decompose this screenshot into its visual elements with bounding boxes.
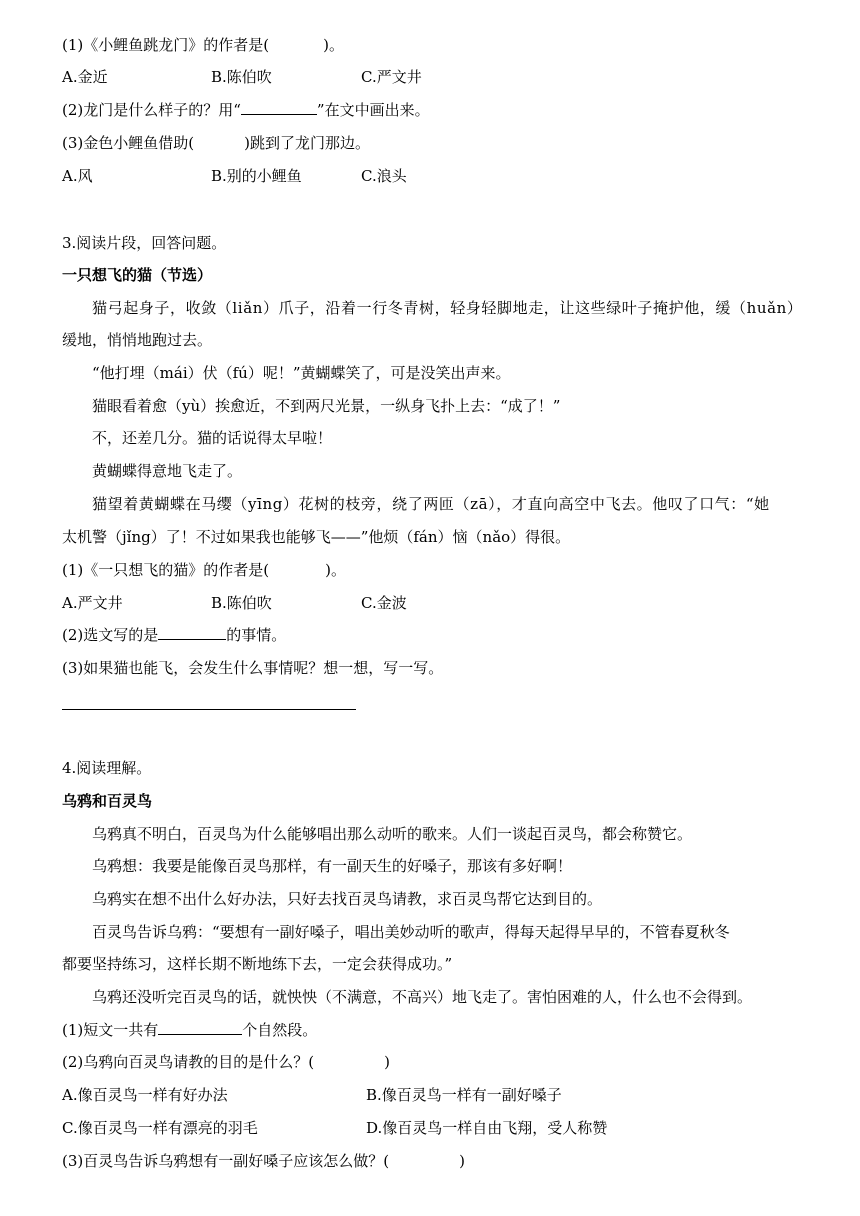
q3-passage-line: 猫眼看着愈（yù）挨愈近，不到两尺光景，一纵身飞扑上去：“成了！”: [92, 397, 561, 415]
q2-sub3: [62, 133, 370, 153]
q3-sub1: [62, 560, 346, 580]
q2-sub1-option-a: A.金近: [62, 68, 108, 86]
q2-sub3-option-a: A.风: [62, 167, 93, 185]
q3-sub1-option-c: C.金波: [361, 594, 407, 612]
q3-sub1-option-b: B.陈伯吹: [211, 594, 272, 612]
q4-sub2-tail: ): [384, 1053, 390, 1071]
q4-sub3: [62, 1151, 465, 1171]
q3-sub2-answer-blank[interactable]: [158, 625, 226, 640]
q4-sub1-tail: 个自然段。: [242, 1021, 318, 1039]
q4-passage-line: 都要坚持练习，这样长期不断地练下去，一定会获得成功。”: [62, 955, 453, 973]
q3-sub2-text: (2)选文写的是: [62, 626, 159, 644]
q3-passage-line: 猫望着黄蝴蝶在马缨（yīng）花树的枝旁，绕了两匝（zā），才直向高空中飞去。他叹了口气：“她: [92, 495, 770, 513]
q4-sub2-option-a: A.像百灵鸟一样有好办法: [62, 1086, 228, 1104]
q4-sub1-text: (1)短文一共有: [62, 1021, 159, 1039]
q3-passage-title: 一只想飞的猫（节选）: [62, 266, 213, 284]
q2-sub1-option-c: C.严文井: [361, 68, 422, 86]
q4-heading: 4.阅读理解。: [62, 759, 152, 777]
q3-sub2: [62, 625, 286, 645]
q4-passage-line: 百灵鸟告诉乌鸦：“要想有一副好嗓子，唱出美妙动听的歌声，得每天起得早早的，不管春夏秋冬: [92, 923, 730, 941]
q2-sub2: [62, 100, 430, 120]
q2-sub2-underline-mark: [241, 100, 317, 115]
q3-passage-line: 缓地，悄悄地跑过去。: [62, 331, 213, 349]
q4-sub2: [62, 1052, 390, 1072]
q2-sub2-text: (2)龙门是什么样子的？用“: [62, 101, 241, 119]
q2-sub3-text: (3)金色小鲤鱼借助(: [62, 134, 195, 152]
q4-passage-line: 乌鸦还没听完百灵鸟的话，就怏怏（不满意，不高兴）地飞走了。害怕困难的人，什么也不会得到。: [92, 988, 753, 1006]
q2-sub2-tail: ”在文中画出来。: [316, 101, 430, 119]
q4-sub3-text: (3)百灵鸟告诉乌鸦想有一副好嗓子应该怎么做？(: [62, 1152, 390, 1170]
q2-sub3-option-b: B.别的小鲤鱼: [211, 167, 302, 185]
q2-sub1-close: )。: [323, 36, 344, 54]
q2-sub1-option-b: B.陈伯吹: [211, 68, 272, 86]
q3-heading: 3.阅读片段，回答问题。: [62, 234, 227, 252]
q4-passage-line: 乌鸦真不明白，百灵鸟为什么能够唱出那么动听的歌来。人们一谈起百灵鸟，都会称赞它。: [92, 825, 693, 843]
q2-sub1: [62, 35, 344, 55]
q3-passage-line: 黄蝴蝶得意地飞走了。: [92, 462, 243, 480]
q2-sub3-tail: )跳到了龙门那边。: [244, 134, 370, 152]
q3-sub1-option-a: A.严文井: [62, 594, 123, 612]
q4-sub2-option-c: C.像百灵鸟一样有漂亮的羽毛: [62, 1119, 258, 1137]
q2-sub3-option-c: C.浪头: [361, 167, 407, 185]
q3-sub1-text: (1)《一只想飞的猫》的作者是(: [62, 561, 270, 579]
q3-sub3: (3)如果猫也能飞，会发生什么事情呢？想一想，写一写。: [62, 659, 444, 677]
q3-passage-line: “他打埋（mái）伏（fú）呢！”黄蝴蝶笑了，可是没笑出声来。: [92, 364, 511, 382]
q2-sub1-text: (1)《小鲤鱼跳龙门》的作者是(: [62, 36, 270, 54]
q4-passage-line: 乌鸦实在想不出什么好办法，只好去找百灵鸟请教，求百灵鸟帮它达到目的。: [92, 890, 603, 908]
q3-passage-line: 猫弓起身子，收敛（liǎn）爪子，沿着一行冬青树，轻身轻脚地走，让这些绿叶子掩护他，缓（huǎn）: [92, 299, 803, 317]
q4-sub2-option-b: B.像百灵鸟一样有一副好嗓子: [366, 1086, 562, 1104]
q3-sub1-tail: )。: [325, 561, 346, 579]
q4-sub3-tail: ): [459, 1152, 465, 1170]
q3-sub3-answer-line[interactable]: [62, 709, 356, 710]
q4-sub1-answer-blank[interactable]: [158, 1020, 242, 1035]
q4-sub2-option-d: D.像百灵鸟一样自由飞翔，受人称赞: [366, 1119, 608, 1137]
q4-sub1: [62, 1020, 317, 1040]
q3-passage-line: 不，还差几分。猫的话说得太早啦！: [92, 429, 333, 447]
q3-passage-line: 太机警（jǐng）了！不过如果我也能够飞——”他烦（fán）恼（nǎo）得很。: [62, 528, 571, 546]
q3-sub2-tail: 的事情。: [226, 626, 287, 644]
q4-sub2-text: (2)乌鸦向百灵鸟请教的目的是什么？(: [62, 1053, 315, 1071]
q4-passage-title: 乌鸦和百灵鸟: [62, 792, 153, 810]
q4-passage-line: 乌鸦想：我要是能像百灵鸟那样，有一副天生的好嗓子，那该有多好啊！: [92, 857, 573, 875]
